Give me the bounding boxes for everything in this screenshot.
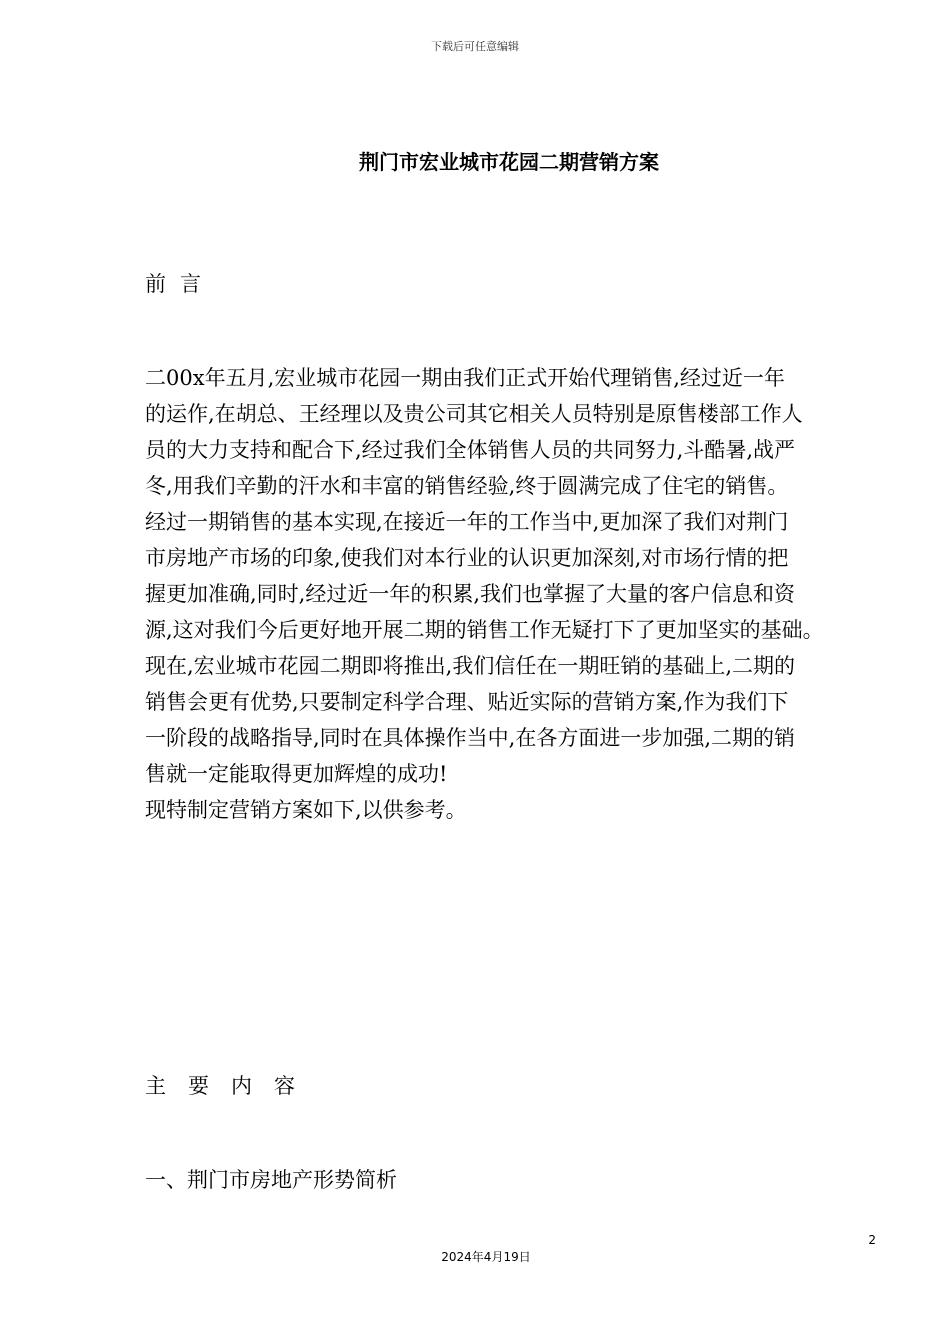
body-line: 销售会更有优势,只要制定科学合理、贴近实际的营销方案,作为我们下 bbox=[145, 690, 789, 714]
body-line: 现在,宏业城市花园二期即将推出,我们信任在一期旺销的基础上,二期的 bbox=[145, 654, 796, 678]
header-note: 下载后可任意编辑 bbox=[431, 40, 519, 53]
body-line: 源,这对我们今后更好地开展二期的销售工作无疑打下了更加坚实的基础。 bbox=[145, 618, 824, 642]
body-line: 员的大力支持和配合下,经过我们全体销售人员的共同努力,斗酷暑,战严 bbox=[145, 438, 796, 462]
body-line: 冬,用我们辛勤的汗水和丰富的销售经验,终于圆满完成了住宅的销售。 bbox=[145, 474, 789, 498]
body-line: 现特制定营销方案如下,以供参考。 bbox=[145, 798, 467, 822]
preface-label: 前言 bbox=[145, 272, 215, 296]
preface-body bbox=[145, 360, 905, 828]
page-number: 2 bbox=[868, 1233, 876, 1247]
body-line: 经过一期销售的基本实现,在接近一年的工作当中,更加深了我们对荆门 bbox=[145, 510, 789, 534]
body-line: 的运作,在胡总、王经理以及贵公司其它相关人员特别是原售楼部工作人 bbox=[145, 402, 803, 426]
body-line: 二00x年五月,宏业城市花园一期由我们正式开始代理销售,经过近一年 bbox=[145, 366, 785, 390]
footer-date: 2024年4月19日 bbox=[441, 1250, 531, 1264]
main-content-label: 主要内容 bbox=[145, 1074, 317, 1098]
body-line: 一阶段的战略指导,同时在具体操作当中,在各方面进一步加强,二期的销 bbox=[145, 726, 796, 750]
section-heading: 一、荆门市房地产形势简析 bbox=[145, 1168, 397, 1192]
body-line: 握更加准确,同时,经过近一年的积累,我们也掌握了大量的客户信息和资 bbox=[145, 582, 796, 606]
body-line: 市房地产市场的印象,使我们对本行业的认识更加深刻,对市场行情的把 bbox=[145, 546, 789, 570]
body-line: 售就一定能取得更加辉煌的成功! bbox=[145, 762, 448, 786]
document-title: 荆门市宏业城市花园二期营销方案 bbox=[359, 150, 659, 174]
